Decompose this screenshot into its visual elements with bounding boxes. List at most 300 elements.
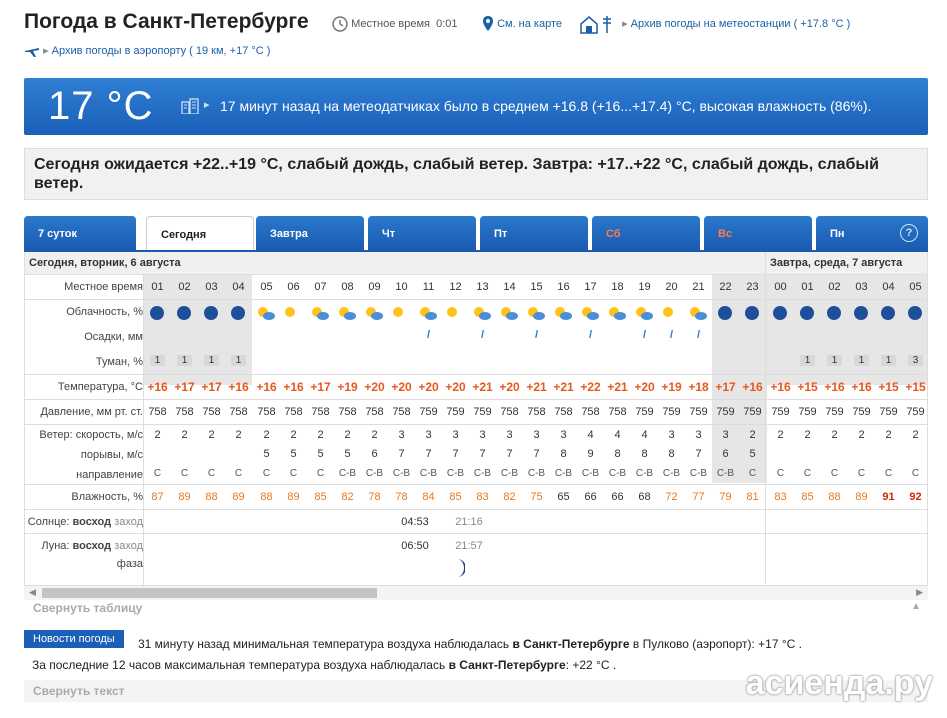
humidity-6: 85 <box>314 491 327 503</box>
humidity-16: 66 <box>584 491 597 503</box>
humidity-18: 68 <box>638 491 651 503</box>
wind-28: 2 <box>912 429 919 441</box>
moon-cloud-icon <box>851 304 871 322</box>
gust-21: 6 <box>722 448 729 460</box>
temp-25: +16 <box>824 380 845 394</box>
moon-cloud-icon <box>742 304 762 322</box>
label-direction: направление <box>76 469 143 481</box>
hour-18: 19 <box>638 281 651 293</box>
humidity-13: 82 <box>503 491 516 503</box>
direction-13: С-В <box>500 468 519 479</box>
gust-14: 7 <box>533 448 540 460</box>
wind-1: 2 <box>181 429 188 441</box>
sun-cloud-icon <box>256 304 276 322</box>
sun-cloud-icon <box>553 304 573 322</box>
pressure-22: 759 <box>743 406 762 418</box>
wind-19: 3 <box>668 429 675 441</box>
humidity-0: 87 <box>151 491 164 503</box>
current-weather-banner <box>24 78 928 135</box>
sun-cloud-icon <box>445 304 465 322</box>
gust-12: 7 <box>479 448 486 460</box>
rain-drop-icon: / <box>588 329 593 341</box>
moon-cloud-icon <box>174 304 194 322</box>
wind-23: 2 <box>777 429 784 441</box>
hour-5: 06 <box>287 281 300 293</box>
humidity-20: 77 <box>692 491 705 503</box>
humidity-14: 75 <box>530 491 543 503</box>
pressure-11: 759 <box>446 406 465 418</box>
hour-11: 12 <box>449 281 462 293</box>
wind-12: 3 <box>479 429 486 441</box>
temp-20: +18 <box>688 380 709 394</box>
fog-2: 1 <box>204 355 219 366</box>
direction-19: С-В <box>662 468 681 479</box>
hour-2: 03 <box>205 281 218 293</box>
humidity-9: 78 <box>395 491 408 503</box>
news-line-1: 31 минуту назад минимальная температура воздуха наблюдалась в Санкт-Петербурге в Пулково (аэропорт): +17 °С . <box>138 637 802 651</box>
direction-0: С <box>153 468 162 479</box>
sun-cloud-icon <box>688 304 708 322</box>
rain-drop-icon: / <box>534 329 539 341</box>
sun-cloud-icon <box>283 304 303 322</box>
moon-cloud-icon <box>147 304 167 322</box>
label-cloud: Облачность, % <box>66 306 143 318</box>
wind-0: 2 <box>154 429 161 441</box>
wind-20: 3 <box>695 429 702 441</box>
wind-21: 3 <box>722 429 729 441</box>
temp-18: +20 <box>634 380 655 394</box>
pressure-16: 758 <box>581 406 600 418</box>
humidity-15: 65 <box>557 491 570 503</box>
humidity-7: 82 <box>341 491 354 503</box>
direction-4: С <box>262 468 271 479</box>
humidity-17: 66 <box>611 491 624 503</box>
wind-11: 3 <box>452 429 459 441</box>
col-divider-day <box>765 252 766 585</box>
label-humidity: Влажность, % <box>71 491 143 503</box>
direction-17: С-В <box>608 468 627 479</box>
fog-3: 1 <box>231 355 246 366</box>
local-time: Местное время 0:01 <box>332 16 458 32</box>
label-moon: Луна: восход заход <box>41 540 143 552</box>
wind-8: 2 <box>371 429 378 441</box>
row-divider-4 <box>25 424 928 425</box>
scroll-thumb[interactable] <box>42 588 377 598</box>
wind-24: 2 <box>804 429 811 441</box>
wind-5: 2 <box>290 429 297 441</box>
temp-10: +20 <box>418 380 439 394</box>
humidity-11: 85 <box>449 491 462 503</box>
gust-19: 8 <box>668 448 675 460</box>
airport-archive-link[interactable]: ▸ Архив погоды в аэропорту ( 19 км, +17 °C ) <box>24 44 270 58</box>
direction-18: С-В <box>635 468 654 479</box>
wind-25: 2 <box>831 429 838 441</box>
pressure-15: 758 <box>554 406 573 418</box>
humidity-19: 72 <box>665 491 678 503</box>
pressure-23: 759 <box>771 406 790 418</box>
humidity-27: 91 <box>882 491 895 503</box>
gust-13: 7 <box>506 448 513 460</box>
day1-header: Сегодня, вторник, 6 августа <box>25 252 765 274</box>
direction-24: С <box>803 468 812 479</box>
fog-24: 1 <box>800 355 815 366</box>
label-fog: Туман, % <box>95 356 143 368</box>
row-divider-5 <box>25 484 928 485</box>
gust-8: 6 <box>371 448 378 460</box>
sun-cloud-icon <box>634 304 654 322</box>
humidity-25: 88 <box>828 491 841 503</box>
direction-5: С <box>289 468 298 479</box>
pressure-4: 758 <box>257 406 276 418</box>
direction-23: С <box>776 468 785 479</box>
pressure-19: 759 <box>662 406 681 418</box>
fog-28: 3 <box>908 355 923 366</box>
sun-cloud-icon <box>391 304 411 322</box>
wind-9: 3 <box>398 429 405 441</box>
temp-23: +16 <box>770 380 791 394</box>
label-precip: Осадки, мм <box>84 331 143 343</box>
moon-cloud-icon <box>878 304 898 322</box>
sun-cloud-icon <box>661 304 681 322</box>
tab-sun[interactable]: Вс <box>704 216 812 250</box>
direction-9: С-В <box>392 468 411 479</box>
hour-24: 01 <box>801 281 814 293</box>
collapse-up-icon[interactable]: ▲ <box>911 601 921 612</box>
wind-17: 4 <box>614 429 621 441</box>
fog-26: 1 <box>854 355 869 366</box>
sunrise-time: 04:53 <box>401 516 429 528</box>
temp-19: +19 <box>661 380 682 394</box>
sun-cloud-icon <box>418 304 438 322</box>
humidity-10: 84 <box>422 491 435 503</box>
weather-grid <box>25 252 928 585</box>
temp-3: +16 <box>228 380 249 394</box>
hour-4: 05 <box>260 281 273 293</box>
tab-sat[interactable]: Сб <box>592 216 700 250</box>
humidity-12: 83 <box>476 491 489 503</box>
gust-7: 5 <box>344 448 351 460</box>
hour-1: 02 <box>178 281 191 293</box>
label-temp: Температура, °C <box>57 381 143 393</box>
hour-27: 04 <box>882 281 895 293</box>
gust-17: 8 <box>614 448 621 460</box>
direction-22: С <box>748 468 757 479</box>
humidity-23: 83 <box>774 491 787 503</box>
temp-12: +21 <box>472 380 493 394</box>
pressure-9: 758 <box>392 406 411 418</box>
pressure-8: 758 <box>365 406 384 418</box>
humidity-2: 88 <box>205 491 218 503</box>
humidity-22: 81 <box>746 491 759 503</box>
fog-1: 1 <box>177 355 192 366</box>
moon-cloud-icon <box>797 304 817 322</box>
moon-cloud-icon <box>228 304 248 322</box>
moon-cloud-icon <box>770 304 790 322</box>
station-archive-link[interactable]: ▸ Архив погоды на метеостанции ( +17.8 °C ) <box>579 14 850 34</box>
direction-26: С <box>857 468 866 479</box>
wind-26: 2 <box>858 429 865 441</box>
moon-cloud-icon <box>715 304 735 322</box>
watermark-logo: асиенда.ру <box>745 664 933 702</box>
gust-9: 7 <box>398 448 405 460</box>
hour-6: 07 <box>314 281 327 293</box>
pressure-25: 759 <box>825 406 844 418</box>
hour-17: 18 <box>611 281 624 293</box>
row-divider-2 <box>25 374 928 375</box>
direction-10: С-В <box>419 468 438 479</box>
pressure-28: 759 <box>906 406 925 418</box>
temp-21: +17 <box>715 380 736 394</box>
temp-7: +19 <box>337 380 358 394</box>
pressure-26: 759 <box>852 406 871 418</box>
forecast-summary: Сегодня ожидается +22..+19 °C, слабый дождь, слабый ветер. Завтра: +17..+22 °C, слабый дождь, слабый ветер. <box>24 148 928 200</box>
wind-10: 3 <box>425 429 432 441</box>
pressure-27: 759 <box>879 406 898 418</box>
direction-2: С <box>207 468 216 479</box>
direction-14: С-В <box>527 468 546 479</box>
humidity-4: 88 <box>260 491 273 503</box>
sun-cloud-icon <box>580 304 600 322</box>
hour-28: 05 <box>909 281 922 293</box>
label-wind: Ветер: скорость, м/с <box>39 429 143 441</box>
wind-22: 2 <box>749 429 756 441</box>
hour-21: 22 <box>719 281 732 293</box>
label-sun: Солнце: восход заход <box>27 516 143 528</box>
direction-16: С-В <box>581 468 600 479</box>
tab-thu[interactable]: Чт <box>368 216 476 250</box>
sun-cloud-icon <box>526 304 546 322</box>
direction-20: С-В <box>689 468 708 479</box>
temp-16: +22 <box>580 380 601 394</box>
current-message: 17 минут назад на метеодатчиках было в среднем +16.8 (+16...+17.4) °C, высокая влажность (86%). <box>220 98 872 114</box>
direction-27: С <box>884 468 893 479</box>
hour-22: 23 <box>746 281 759 293</box>
hour-15: 16 <box>557 281 570 293</box>
temp-14: +21 <box>526 380 547 394</box>
moon-phase-icon <box>449 558 465 578</box>
humidity-1: 89 <box>178 491 191 503</box>
pressure-17: 758 <box>608 406 627 418</box>
tab-fri[interactable]: Пт <box>480 216 588 250</box>
humidity-3: 89 <box>232 491 245 503</box>
hour-19: 20 <box>665 281 678 293</box>
pressure-10: 759 <box>419 406 438 418</box>
row-divider-0 <box>25 274 928 275</box>
rain-drop-icon: / <box>642 329 647 341</box>
temp-15: +21 <box>553 380 574 394</box>
tab-tomorrow[interactable]: Завтра <box>256 216 364 250</box>
gust-5: 5 <box>290 448 297 460</box>
wind-18: 4 <box>641 429 648 441</box>
fog-27: 1 <box>881 355 896 366</box>
direction-7: С-В <box>338 468 357 479</box>
pressure-3: 758 <box>229 406 248 418</box>
direction-15: С-В <box>554 468 573 479</box>
moon-cloud-icon <box>201 304 221 322</box>
row-divider-1 <box>25 299 928 300</box>
airplane-icon <box>24 44 40 58</box>
hour-25: 02 <box>828 281 841 293</box>
moonset-time: 21:57 <box>455 540 483 552</box>
news-badge: Новости погоды <box>24 630 124 648</box>
hour-13: 14 <box>503 281 516 293</box>
collapse-table-link[interactable]: Свернуть таблицу <box>33 601 143 615</box>
direction-21: С-В <box>716 468 735 479</box>
map-pin-icon <box>482 16 494 32</box>
scroll-left-icon[interactable]: ◀ <box>29 587 36 597</box>
buildings-icon <box>181 98 199 114</box>
sun-cloud-icon <box>607 304 627 322</box>
sun-cloud-icon <box>499 304 519 322</box>
moonrise-time: 06:50 <box>401 540 429 552</box>
pressure-6: 758 <box>311 406 330 418</box>
page-title: Погода в Санкт-Петербурге <box>24 10 309 33</box>
hour-10: 11 <box>422 281 435 293</box>
humidity-24: 85 <box>801 491 814 503</box>
tab-today[interactable]: Сегодня <box>146 216 254 250</box>
moon-cloud-icon <box>824 304 844 322</box>
hour-12: 13 <box>476 281 489 293</box>
gust-6: 5 <box>317 448 324 460</box>
pressure-14: 758 <box>527 406 546 418</box>
fog-0: 1 <box>150 355 165 366</box>
map-link[interactable]: См. на карте <box>482 16 562 32</box>
direction-11: С-В <box>446 468 465 479</box>
temp-13: +20 <box>499 380 520 394</box>
collapse-text-link[interactable]: Свернуть текст <box>33 684 125 698</box>
temp-22: +16 <box>742 380 763 394</box>
temp-24: +15 <box>797 380 818 394</box>
humidity-5: 89 <box>287 491 300 503</box>
direction-6: С <box>316 468 325 479</box>
wind-4: 2 <box>263 429 270 441</box>
wind-15: 3 <box>560 429 567 441</box>
day-tabs <box>24 216 928 250</box>
hour-9: 10 <box>395 281 408 293</box>
direction-3: С <box>234 468 243 479</box>
moon-cloud-icon <box>905 304 925 322</box>
tab-mon[interactable]: Пн ? <box>816 216 928 250</box>
pressure-12: 759 <box>473 406 492 418</box>
rain-drop-icon: / <box>669 329 674 341</box>
wind-2: 2 <box>208 429 215 441</box>
temp-27: +15 <box>878 380 899 394</box>
rain-drop-icon: / <box>696 329 701 341</box>
news-line-2: За последние 12 часов максимальная температура воздуха наблюдалась в Санкт-Петербурге: +22 °С . <box>32 658 617 672</box>
tab-7-days[interactable]: 7 суток <box>24 216 136 250</box>
page-header <box>0 0 947 70</box>
gust-11: 7 <box>452 448 459 460</box>
wind-13: 3 <box>506 429 513 441</box>
temp-9: +20 <box>391 380 412 394</box>
hour-26: 03 <box>855 281 868 293</box>
hour-0: 01 <box>151 281 164 293</box>
gust-10: 7 <box>425 448 432 460</box>
wind-16: 4 <box>587 429 594 441</box>
rain-drop-icon: / <box>480 329 485 341</box>
temp-6: +17 <box>310 380 331 394</box>
gust-16: 9 <box>587 448 594 460</box>
clock-icon <box>332 16 348 32</box>
table-scrollbar[interactable] <box>24 585 928 600</box>
direction-25: С <box>830 468 839 479</box>
pressure-2: 758 <box>202 406 221 418</box>
weather-table[interactable] <box>24 252 928 585</box>
sun-cloud-icon <box>364 304 384 322</box>
wind-7: 2 <box>344 429 351 441</box>
pressure-24: 759 <box>798 406 817 418</box>
station-icon <box>579 14 619 34</box>
temp-5: +16 <box>283 380 304 394</box>
label-phase: фаза <box>116 558 143 570</box>
gust-20: 7 <box>695 448 702 460</box>
gust-22: 5 <box>749 448 756 460</box>
hour-8: 09 <box>368 281 381 293</box>
temp-8: +20 <box>364 380 385 394</box>
hour-7: 08 <box>341 281 354 293</box>
row-divider-3 <box>25 399 928 400</box>
pressure-1: 758 <box>175 406 194 418</box>
pressure-13: 758 <box>500 406 519 418</box>
pressure-5: 758 <box>284 406 303 418</box>
gust-15: 8 <box>560 448 567 460</box>
fog-25: 1 <box>827 355 842 366</box>
hour-20: 21 <box>692 281 705 293</box>
temp-28: +15 <box>905 380 926 394</box>
sun-cloud-icon <box>337 304 357 322</box>
hour-14: 15 <box>530 281 543 293</box>
wind-14: 3 <box>533 429 540 441</box>
hour-3: 04 <box>232 281 245 293</box>
rain-drop-icon: / <box>426 329 431 341</box>
pressure-21: 759 <box>716 406 735 418</box>
direction-12: С-В <box>473 468 492 479</box>
wind-3: 2 <box>235 429 242 441</box>
direction-8: С-В <box>365 468 384 479</box>
direction-28: С <box>911 468 920 479</box>
gust-18: 8 <box>641 448 648 460</box>
hour-16: 17 <box>584 281 597 293</box>
humidity-26: 89 <box>855 491 868 503</box>
row-divider-7 <box>25 533 928 534</box>
wind-6: 2 <box>317 429 324 441</box>
row-divider-6 <box>25 509 928 510</box>
label-pressure: Давление, мм рт. ст. <box>40 406 143 418</box>
arrow-icon: ▸ <box>204 99 210 111</box>
humidity-28: 92 <box>909 491 922 503</box>
direction-1: С <box>180 468 189 479</box>
pressure-20: 759 <box>689 406 708 418</box>
temp-26: +16 <box>851 380 872 394</box>
temp-17: +21 <box>607 380 628 394</box>
gust-4: 5 <box>263 448 270 460</box>
sun-cloud-icon <box>310 304 330 322</box>
temp-4: +16 <box>256 380 277 394</box>
temp-1: +17 <box>174 380 195 394</box>
help-icon[interactable]: ? <box>900 224 918 242</box>
label-gusts: порывы, м/с <box>80 449 143 461</box>
sunset-time: 21:16 <box>455 516 483 528</box>
temp-2: +17 <box>201 380 222 394</box>
humidity-21: 79 <box>719 491 732 503</box>
scroll-right-icon[interactable]: ▶ <box>916 587 923 597</box>
humidity-8: 78 <box>368 491 381 503</box>
pressure-7: 758 <box>338 406 357 418</box>
pressure-18: 759 <box>635 406 654 418</box>
day2-header: Завтра, среда, 7 августа <box>766 252 928 274</box>
temp-0: +16 <box>147 380 168 394</box>
temp-11: +20 <box>445 380 466 394</box>
